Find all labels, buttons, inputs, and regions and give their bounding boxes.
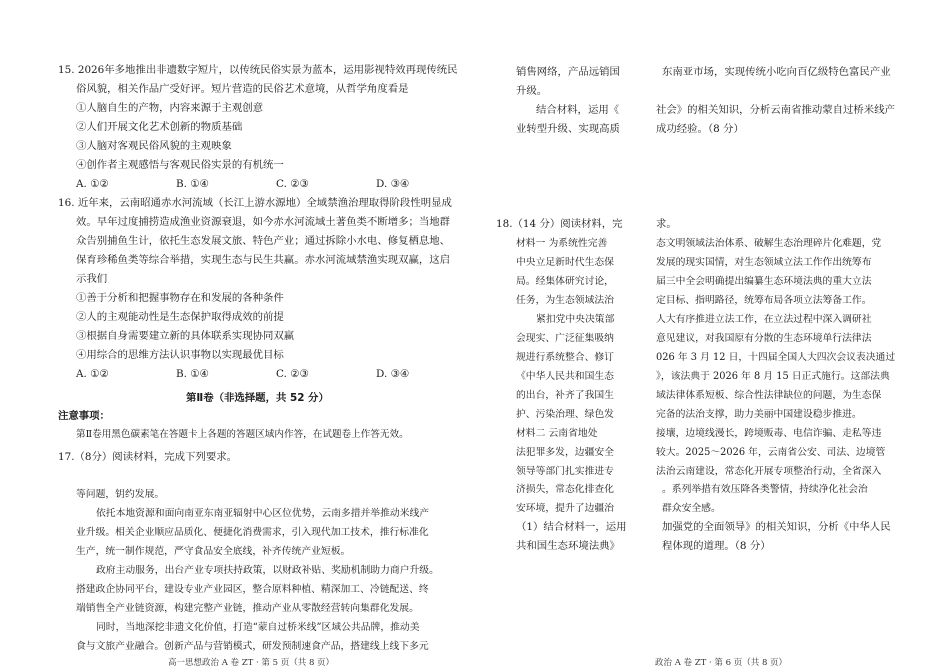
q18-material-line: 完备的法治支撑，助力美丽中国建设稳步推进。 — [656, 409, 862, 420]
q18-material-line: 济损失，常态化排查化 — [516, 484, 614, 495]
q16-stem-line: 示我们 — [76, 273, 108, 285]
q16-stem-line: 效。早年过度捕捞造成渔业资源衰退，如今赤水河流域土著鱼类不断增多；当地群 — [76, 216, 451, 228]
q18-material-line: 领导等部门扎实推进专 — [516, 466, 614, 477]
q17-requirement: 社会》的相关知识，分析云南省推动蒙自过桥米线产 — [656, 104, 895, 116]
q15-stem-line: 俗风貌，相关作品广受好评。短片营造的民俗艺术意境，从哲学角度看是 — [76, 83, 409, 95]
q17-title: 17.（8分）阅读材料，完成下列要求。 — [58, 451, 237, 463]
q18-material-line: 材料一 为系统性完善 — [516, 238, 608, 249]
q15-choice-a: A. ①② — [76, 178, 109, 190]
q18-requirement-1: 共和国生态环境法典》 — [516, 540, 620, 552]
q18-title: 18.（14 分）阅读材料，完 — [496, 218, 623, 230]
q18-material-line: 意见建议，对我国原有分散的生态环境单行法律法 — [656, 333, 872, 344]
q17-material-line: 生产，统一制作规范，严守食品安全底线，补齐传统产业短板。 — [76, 546, 351, 557]
q18-material-line: 发展的现实国情，对生态领域立法工作作出统筹布 — [656, 257, 872, 268]
q18-material-line: 材料二 云南省地处 — [516, 428, 598, 439]
q18-material-line: 中央立足新时代生态保 — [516, 257, 614, 268]
page-footer: 政治 A 卷 ZT · 第 6 页（共 8 页） — [655, 658, 788, 668]
q18-material-line: 届三中全会明确提出编纂生态环境法典的重大立法 — [656, 276, 872, 287]
column-gap — [646, 60, 652, 560]
q18-material-line: 会现实、广泛征集吸纳 — [516, 333, 614, 344]
q17-material-line: 等问题，钥约发展。 — [76, 489, 165, 500]
notice-heading: 注意事项： — [58, 410, 110, 422]
q15-option: ①人脑自生的产物，内容来源于主观创意 — [76, 102, 264, 114]
q18-material-line: 规进行系统整合、修订 — [516, 352, 614, 363]
q16-stem-line: 保育珍稀鱼类等综合举措，实现生态与民生共赢。赤水河流域禁渔实现双赢，这启 — [76, 254, 451, 266]
q15-choice-c: C. ②③ — [276, 178, 309, 190]
q15-choice-b: B. ①④ — [176, 178, 209, 190]
q17-continued-line: 销售网络，产品远销国 — [516, 66, 620, 78]
q16-option: ③根据自身需要建立新的具体联系实现协同双赢 — [76, 330, 295, 342]
q18-material-line: 接壤，边境线漫长，跨境贩毒、电信诈骗、走私等违 — [656, 428, 882, 439]
q18-material-line: 群众安全感。 — [662, 503, 721, 514]
q15-stem-line: 15. 2026年多地推出非遗数字短片，以传统民俗实景为蓝本，运用影视特效再现传统民 — [58, 64, 458, 76]
q16-stem-line: 16. 近年来，云南昭通赤水河流域（长江上游水源地）全域禁渔治理取得阶段性明显成 — [58, 197, 452, 209]
q15-option: ②人们开展文化艺术创新的物质基础 — [76, 121, 243, 133]
q18-material-line: 较大。2025～2026 年，云南省公安、司法、边境管 — [656, 447, 886, 458]
q16-choice-d: D. ③④ — [376, 368, 410, 380]
q17-material-line: 食与文旅产业融合。创新产品与营销模式，研发预制速食产品，搭建线上线下多元 — [76, 641, 429, 652]
q16-choice-b: B. ①④ — [176, 368, 209, 380]
q16-option: ①善于分析和把握事物存在和发展的各种条件 — [76, 292, 284, 304]
q18-material-line: 域法律体系短板、综合性法律缺位的问题，为生态保 — [656, 390, 882, 401]
q16-option: ②人的主观能动性是生态保护取得成效的前提 — [76, 311, 284, 323]
q18-material-line: 安环境，提升了边疆治 — [516, 503, 614, 514]
q18-material-line: 法犯罪多发，边疆安全 — [516, 447, 614, 458]
q17-material-line: 依托本地资源和面向南亚东南亚辐射中心区位优势，云南多措并举推动米线产 — [96, 508, 430, 519]
q18-requirement-1: 加强党的全面领导》的相关知识，分析《中华人民 — [662, 521, 891, 533]
q17-material-line: 同时，当地深挖非遗文化价值，打造“蒙自过桥米线”区域公共品牌，推动美 — [96, 622, 420, 633]
q17-material-line: 业升级。相关企业顺应品质化、便捷化消费需求，引入现代加工技术，推行标准化 — [76, 527, 429, 538]
q15-option: ④创作者主观感悟与客观民俗实景的有机统一 — [76, 159, 284, 171]
part-2-heading: 第Ⅱ卷（非选择题，共 52 分） — [186, 392, 329, 404]
q18-material-line: 法治云南建设，常态化开展专项整治行动，全省深入 — [656, 466, 882, 477]
q18-material-line: 局。经集体研究讨论， — [516, 276, 614, 287]
q17-requirement: 业转型升级、实现高质 — [516, 123, 620, 135]
q18-material-line: 。系列举措有效压降各类警情，持续净化社会治 — [662, 484, 868, 495]
q18-material-line: 态文明领域法治体系、破解生态治理碎片化难题，党 — [656, 238, 882, 249]
q18-requirement-1: 程体现的道理。（8 分） — [662, 540, 771, 552]
q18-material-line: 026 年 3 月 12 日，十四届全国人大四次会议表决通过 — [656, 352, 896, 363]
q15-choice-d: D. ③④ — [376, 178, 410, 190]
q18-title: 求。 — [656, 218, 677, 230]
q17-continued-line: 东南亚市场，实现传统小吃向百亿级特色富民产业 — [662, 66, 891, 78]
q16-stem-line: 众告别捕鱼生计，依托生态发展文旅、特色产业；通过拆除小水电、修复栖息地、 — [76, 235, 451, 247]
q16-choice-a: A. ①② — [76, 368, 109, 380]
q17-material-line: 端销售全产业链资源，构建完整产业链，推动产业从零散经营转向集群化发展。 — [76, 603, 419, 614]
q17-requirement: 结合材料，运用《 — [536, 104, 620, 116]
page-footer: 高一思想政治 A 卷 ZT · 第 5 页（共 8 页） — [168, 658, 335, 668]
q18-material-line: 人大有序推进立法工作，在立法过程中深入调研社 — [656, 314, 872, 325]
q17-material-line: 政府主动服务，出台产业专项扶持政策，以财政补贴、奖励机制助力商户升级。 — [96, 565, 439, 576]
q18-material-line: 《中华人民共和国生态 — [516, 371, 614, 382]
q17-requirement: 成功经验。（8 分） — [656, 123, 744, 135]
q16-option: ④用综合的思维方法认识事物以实现最优目标 — [76, 349, 284, 361]
q18-material-line: 紧扣党中央决策部 — [536, 314, 615, 325]
q18-material-line: 的出台，补齐了我国生 — [516, 390, 614, 401]
q16-choice-c: C. ②③ — [276, 368, 309, 380]
q18-material-line: 护、污染治理、绿色发 — [516, 409, 614, 420]
q18-material-line: 》，该法典于 2026 年 8 月 15 日正式施行。这部法典 — [656, 371, 890, 382]
q18-requirement-1: （1）结合材料一，运用 — [516, 521, 627, 533]
q17-material-line: 搭建政企协同平台，建设专业产业园区，整合原料种植、精深加工、冷链配送、终 — [76, 584, 429, 595]
q15-option: ③人脑对客观民俗风貌的主观映象 — [76, 140, 232, 152]
q17-continued-line: 升级。 — [516, 85, 548, 97]
q18-material-line: 任务，为生态领域法治 — [516, 295, 614, 306]
q18-material-line: 定目标、指明路径，统筹布局各项立法筹备工作。 — [656, 295, 872, 306]
notice-text: 第Ⅱ卷用黑色碳素笔在答题卡上各题的答题区域内作答，在试题卷上作答无效。 — [76, 429, 409, 440]
